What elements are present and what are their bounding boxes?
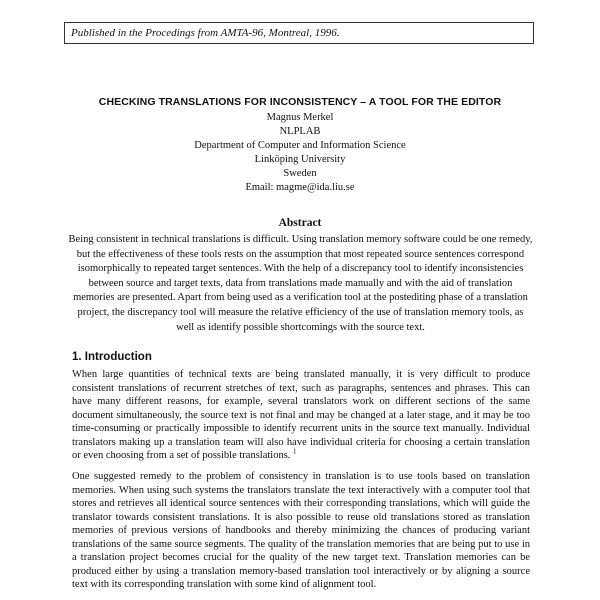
abstract-text: Being consistent in technical translations is difficult. Using translation memory software could be one remedy, but the effectiveness of these tools rests on the assumption that most repeated source sentences correspond isomorphically to repeated target sentences. With the help of a discrepancy tool to identify inconsistencies between source and target texts, data from translations made manually and with the aid of translation memories are presented. Apart from being used as a verification tool at the postediting phase of a translation project, the discrepancy tool will measure the relative efficiency of the use of translation memory tools, as well as identify possible shortcomings with the source text.: [68, 234, 533, 333]
intro-paragraph-1-text: When large quantities of technical texts are being translated manually, it is very difficult to produce consistent translations of recurrent stretches of text, such as paragraphs, sentences and phrases. This can have many different reasons, for example, several translators work on different sections of the same document simultaneously, the source text is not final and may be changed at a later stage, and it may be too time-consuming or practically impossible to identify recurrent units in the source text manually. Individual translators making up a translation team will also have individual criteria for choosing a certain translation or even choosing from a set of possible translations.: [72, 369, 530, 461]
intro-paragraph-1: [72, 368, 530, 463]
paper-title: CHECKING TRANSLATIONS FOR INCONSISTENCY – A TOOL FOR THE EDITOR: [98, 96, 502, 108]
author-email: Email: magme@ida.liu.se: [245, 182, 355, 193]
publication-note: Published in the Procedings from AMTA-96, Montreal, 1996.: [64, 22, 534, 44]
author-block: [0, 111, 600, 195]
affiliation-lab: NLPLAB: [279, 126, 321, 137]
footnote-ref: 1: [293, 447, 297, 456]
affiliation-university: Linköping University: [254, 154, 346, 165]
affiliation-department: Department of Computer and Information Science: [194, 140, 406, 151]
author-name: Magnus Merkel: [266, 112, 334, 123]
abstract-heading: Abstract: [278, 217, 322, 229]
affiliation-country: Sweden: [283, 168, 317, 179]
section-heading-introduction: 1. Introduction: [72, 351, 152, 363]
intro-paragraph-2: One suggested remedy to the problem of consistency in translation is to use tools based on translation memories. When using such systems the translators translate the text interactively with a computer tool that stores and retrieves all identical source sentences with their corresponding translations, which will guide the translator towards consistent translations. It is also possible to reuse old translations stored as translation memories of previous versions of handbooks and thereby minimizing the chances of producing variant translations of the same source segments. The quality of the translation memories that are being put to use in a translation project becomes crucial for the quality of the new target text. Translation memories can be produced either by using a translation memory-based translation tool interactively or by aligning a source text with its corresponding translation with some kind of alignment tool.: [72, 471, 530, 590]
